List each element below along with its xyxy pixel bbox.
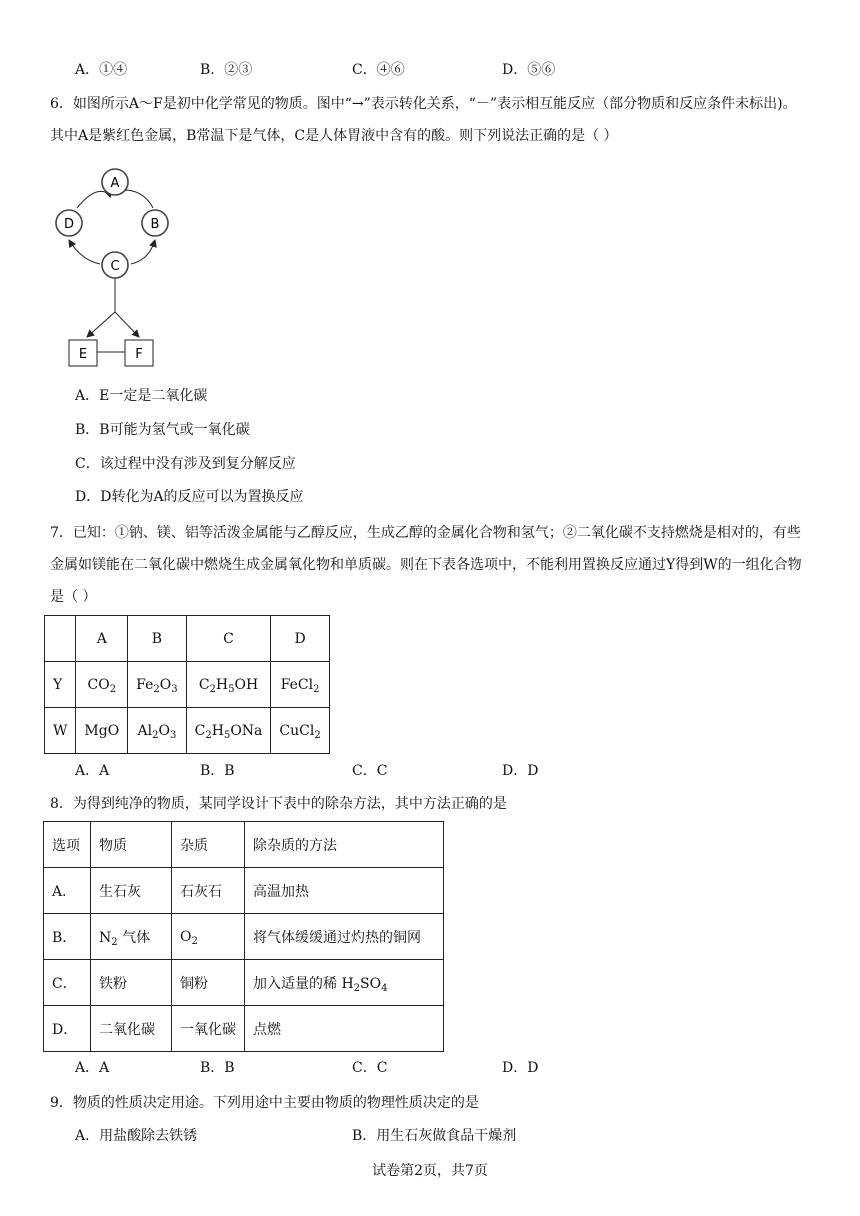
q8-table-row	[44, 868, 444, 914]
node-a-label: A	[110, 176, 120, 191]
q6-stem: 6．如图所示A～F是初中化学常见的物质。图中“→”表示转化关系，“－”表示相互能反应（部分物质和反应条件未标出)。其中A是紫红色金属，B常温下是气体，C是人体胃液中含有的酸。则下列说法正确的是（ ）	[50, 96, 797, 144]
q8-row-a-substance: 生石灰	[91, 868, 172, 914]
q7-w-b: $Al_2O_3$	[128, 708, 186, 754]
q7-stem: 7．已知：①钠、镁、铝等活泼金属能与乙醇反应，生成乙醇的金属化合物和氢气；②二氧化碳不支持燃烧是相对的，有些金属如镁能在二氧化碳中燃烧生成金属氧化物和单质碳。则在下表各选项中，不能利用置换反应通过Y得到W的一组化合物是（ ）	[50, 525, 802, 605]
node-f	[125, 340, 153, 366]
q8-header-impurity: 杂质	[172, 822, 245, 868]
node-b-label: B	[150, 217, 160, 232]
q8-row-b-impurity: $O_2$	[172, 914, 245, 960]
q7-table-header-row	[45, 616, 330, 662]
q7-row-y-label: Y	[45, 662, 76, 708]
arrow-c-to-e	[87, 312, 115, 337]
q9-stem: 9．物质的性质决定用途。下列用途中主要由物质的物理性质决定的是	[50, 1095, 479, 1111]
q8-row-a-option: A．	[44, 868, 91, 914]
q7-y-c: $C_2H_5OH$	[186, 662, 271, 708]
q8-table-row	[44, 914, 444, 960]
q6-option-c: C．该过程中没有涉及到复分解反应	[75, 456, 296, 472]
q8-table-row	[44, 960, 444, 1006]
q8-option-b: B．B	[200, 1060, 235, 1076]
q7-option-d: D．D	[502, 763, 539, 779]
q8-row-a-impurity: 石灰石	[172, 868, 245, 914]
q8-row-d-impurity: 一氧化碳	[172, 1006, 245, 1052]
arrow-b-to-a	[127, 190, 153, 208]
q7-w-d: CuCl$_2$	[271, 708, 329, 754]
q8-table	[43, 821, 444, 1052]
q7-header-d: D	[271, 616, 329, 662]
node-d	[56, 210, 82, 236]
q5-option-b: B．②③	[200, 62, 253, 78]
q6-diagram	[45, 160, 175, 375]
q6-option-b: B．B可能为氢气或一氧化碳	[75, 422, 250, 438]
q7-table	[44, 615, 330, 754]
q8-table-row	[44, 1006, 444, 1052]
page-footer: 试卷第2页，共7页	[372, 1163, 488, 1179]
q9-option-a: A．用盐酸除去铁锈	[75, 1128, 198, 1144]
q7-option-b: B．B	[200, 763, 235, 779]
q7-row-w-label: W	[45, 708, 76, 754]
q8-row-b-substance: $N_2$ 气体	[91, 914, 172, 960]
q8-row-d-substance: 二氧化碳	[91, 1006, 172, 1052]
q5-option-a: A．①④	[75, 62, 128, 78]
q8-header-substance: 物质	[91, 822, 172, 868]
q8-option-c: C．C	[352, 1060, 388, 1076]
q8-table-header-row	[44, 822, 444, 868]
q7-table-row-y	[45, 662, 330, 708]
q8-row-b-option: B．	[44, 914, 91, 960]
q7-table-row-w	[45, 708, 330, 754]
q8-row-c-option: C．	[44, 960, 91, 1006]
q6-option-a: A．E一定是二氧化碳	[75, 388, 208, 404]
node-e	[69, 340, 97, 366]
arrow-c-to-f	[115, 312, 139, 337]
node-c-label: C	[110, 259, 120, 274]
node-f-label: F	[135, 347, 143, 362]
node-b	[142, 210, 168, 236]
q8-row-d-method: 点燃	[245, 1006, 444, 1052]
arrow-c-to-d	[69, 240, 100, 264]
node-a	[102, 169, 128, 195]
q7-y-b: $Fe_2O_3$	[128, 662, 186, 708]
q8-option-d: D．D	[502, 1060, 539, 1076]
q8-option-a: A．A	[75, 1060, 110, 1076]
q5-option-d: D．⑤⑥	[502, 62, 556, 78]
q8-header-method: 除杂质的方法	[245, 822, 444, 868]
q8-row-d-option: D．	[44, 1006, 91, 1052]
q7-y-d: FeCl$_2$	[271, 662, 329, 708]
q5-option-c: C．④⑥	[352, 62, 405, 78]
q8-row-c-impurity: 铜粉	[172, 960, 245, 1006]
q8-row-c-substance: 铁粉	[91, 960, 172, 1006]
q7-header-c: C	[186, 616, 271, 662]
q8-header-option: 选项	[44, 822, 91, 868]
q7-option-a: A．A	[75, 763, 110, 779]
q7-header-blank	[45, 616, 76, 662]
q8-stem: 8．为得到纯净的物质，某同学设计下表中的除杂方法，其中方法正确的是	[50, 796, 507, 812]
q9-option-b: B．用生石灰做食品干燥剂	[352, 1128, 517, 1144]
q8-row-a-method: 高温加热	[245, 868, 444, 914]
q7-header-a: A	[76, 616, 128, 662]
q7-option-c: C．C	[352, 763, 388, 779]
q8-row-b-method: 将气体缓缓通过灼热的铜网	[245, 914, 444, 960]
q8-row-c-method: 加入适量的稀 $H_2SO_4$	[245, 960, 444, 1006]
node-e-label: E	[78, 347, 88, 362]
q7-header-b: B	[128, 616, 186, 662]
node-c	[102, 252, 128, 278]
q6-option-d: D．D转化为A的反应可以为置换反应	[75, 489, 304, 505]
node-d-label: D	[63, 217, 75, 232]
arrow-c-to-b	[131, 240, 155, 264]
q7-y-a: $CO_2$	[76, 662, 128, 708]
q7-w-a: MgO	[76, 708, 128, 754]
q7-w-c: $C_2H_5ONa$	[186, 708, 271, 754]
arrow-d-to-a	[77, 191, 105, 208]
